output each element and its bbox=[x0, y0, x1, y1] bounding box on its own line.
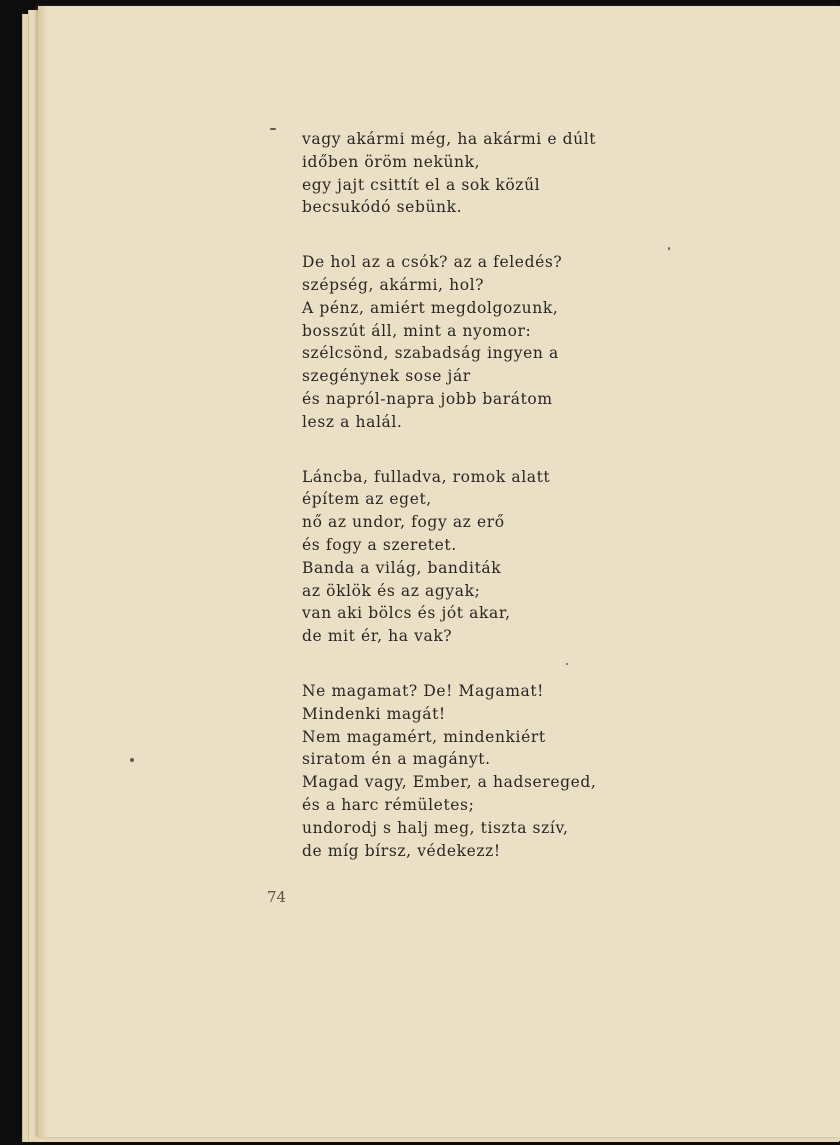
ink-speck bbox=[270, 128, 276, 130]
ink-speck bbox=[668, 247, 670, 250]
page-number: 74 bbox=[267, 888, 287, 906]
poem-line: szegénynek sose jár bbox=[302, 367, 471, 386]
poem-line: vagy akármi még, ha akármi e dúlt bbox=[302, 130, 597, 148]
poem-line: de mit ér, ha vak? bbox=[302, 627, 453, 646]
poem-line: lesz a halál. bbox=[302, 412, 403, 431]
poem-line: egy jajt csittít el a sok közűl bbox=[302, 175, 541, 194]
poem-line: az öklök és az agyak; bbox=[302, 581, 481, 600]
poem-line: építem az eget, bbox=[302, 490, 432, 509]
stanza-1 bbox=[302, 128, 632, 219]
stanza-3 bbox=[302, 466, 632, 648]
page-gutter-shadow bbox=[38, 6, 48, 1137]
poem-line: és fogy a szeretet. bbox=[302, 535, 457, 554]
poem-line: és a harc rémületes; bbox=[302, 795, 475, 814]
poem-line: A pénz, amiért megdolgozunk, bbox=[302, 298, 559, 317]
poem-line: Mindenki magát! bbox=[302, 704, 446, 723]
poem-line: szépség, akármi, hol? bbox=[302, 275, 485, 294]
stanza-2 bbox=[302, 251, 632, 433]
poem-line: becsukódó sebünk. bbox=[302, 198, 463, 217]
poem-line: Ne magamat? De! Magamat! bbox=[302, 681, 544, 700]
poem-line: Banda a világ, banditák bbox=[302, 558, 502, 577]
poem-line: bosszút áll, mint a nyomor: bbox=[302, 321, 532, 340]
ink-speck bbox=[130, 758, 134, 762]
poem-line: nő az undor, fogy az erő bbox=[302, 513, 505, 532]
ink-speck bbox=[566, 663, 568, 665]
poem-line: időben öröm nekünk, bbox=[302, 152, 481, 171]
poem-line: Magad vagy, Ember, a hadsereged, bbox=[302, 773, 597, 792]
stanza-4 bbox=[302, 680, 632, 862]
poem-line: és napról-napra jobb barátom bbox=[302, 389, 553, 408]
poem-line: Nem magamért, mindenkiért bbox=[302, 727, 546, 746]
poem-line: szélcsönd, szabadság ingyen a bbox=[302, 344, 559, 363]
poem-line: van aki bölcs és jót akar, bbox=[302, 604, 511, 623]
poem-text bbox=[302, 128, 632, 894]
poem-line: De hol az a csók? az a feledés? bbox=[302, 253, 563, 272]
poem-line: siratom én a magányt. bbox=[302, 750, 491, 769]
poem-line: de míg bírsz, védekezz! bbox=[302, 841, 501, 860]
poem-line: undorodj s halj meg, tiszta szív, bbox=[302, 818, 569, 837]
poem-line: Láncba, fulladva, romok alatt bbox=[302, 467, 551, 486]
